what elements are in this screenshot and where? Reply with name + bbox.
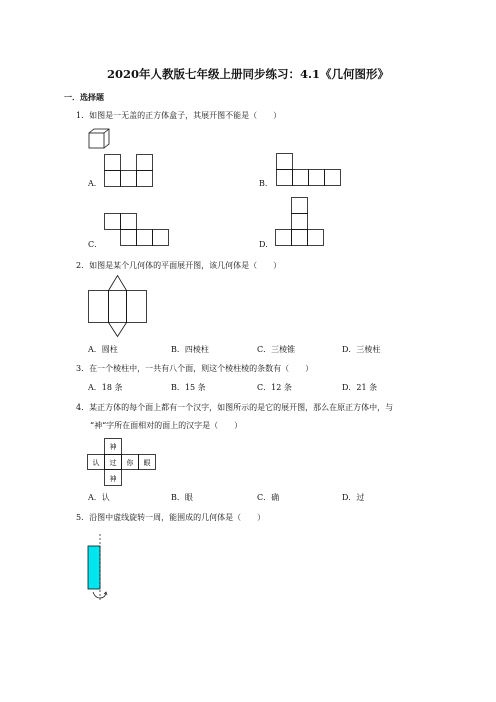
q2-option-a[interactable]: A．圆柱 (88, 345, 118, 354)
q4-option-c[interactable]: C．确 (257, 493, 280, 502)
q1-option-d[interactable]: D． (259, 240, 274, 249)
net-char-bottom: 神 (109, 475, 117, 483)
page-title: 2020年人教版七年级上册同步练习：4.1《几何图形》 (106, 67, 389, 81)
prism-net-figure (88, 275, 150, 337)
q3-option-d[interactable]: D．21 条 (342, 383, 378, 392)
rotation-arrow-icon (93, 592, 106, 598)
question-4-stem-line2: “神“字所在面相对的面上的汉字是（ ） (90, 421, 243, 430)
q3-option-a[interactable]: A．18 条 (88, 383, 123, 392)
question-2-stem: 2．如图是某个几何体的平面展开图，该几何体是（ ） (76, 261, 282, 270)
q1-option-a[interactable]: A． (88, 179, 102, 188)
net-char-3: 你 (126, 459, 134, 467)
cube-character-net (86, 438, 160, 486)
q1-option-b[interactable]: B． (259, 179, 273, 188)
q1-net-b (276, 153, 342, 187)
q4-option-d[interactable]: D．过 (342, 493, 365, 502)
open-cube-figure (88, 128, 112, 150)
question-5-stem: 5．沿图中虚线旋转一周，能围成的几何体是（ ） (76, 513, 266, 522)
q2-option-d[interactable]: D．三棱柱 (342, 345, 381, 354)
q3-option-b[interactable]: B．15 条 (171, 383, 206, 392)
question-4-stem-line1: 4．某正方体的每个面上都有一个汉字，如图所示的是它的展开图，那么在原正方体中，与 (76, 403, 394, 412)
q4-option-b[interactable]: B．眼 (171, 493, 193, 502)
q1-net-c (104, 213, 170, 247)
q2-option-b[interactable]: B．四棱柱 (171, 345, 209, 354)
q1-net-a (104, 154, 154, 188)
net-char-2: 过 (109, 459, 117, 467)
q1-option-c[interactable]: C． (88, 240, 103, 249)
section-heading: 一．选择题 (64, 92, 104, 102)
q3-option-c[interactable]: C．12 条 (257, 383, 292, 392)
q2-option-c[interactable]: C．三棱锥 (257, 345, 296, 354)
rotation-rectangle (88, 546, 100, 589)
net-char-4: 眼 (143, 459, 151, 467)
q1-net-d (275, 197, 325, 247)
question-1-stem: 1．如图是一无盖的正方体盒子，其展开图不能是（ ） (76, 111, 282, 120)
net-char-1: 认 (92, 459, 100, 467)
q4-option-a[interactable]: A．认 (88, 493, 110, 502)
net-char-top: 神 (109, 443, 117, 451)
question-3-stem: 3．在一个棱柱中，一共有八个面，则这个棱柱棱的条数有（ ） (76, 364, 314, 373)
rotation-figure (86, 532, 110, 604)
